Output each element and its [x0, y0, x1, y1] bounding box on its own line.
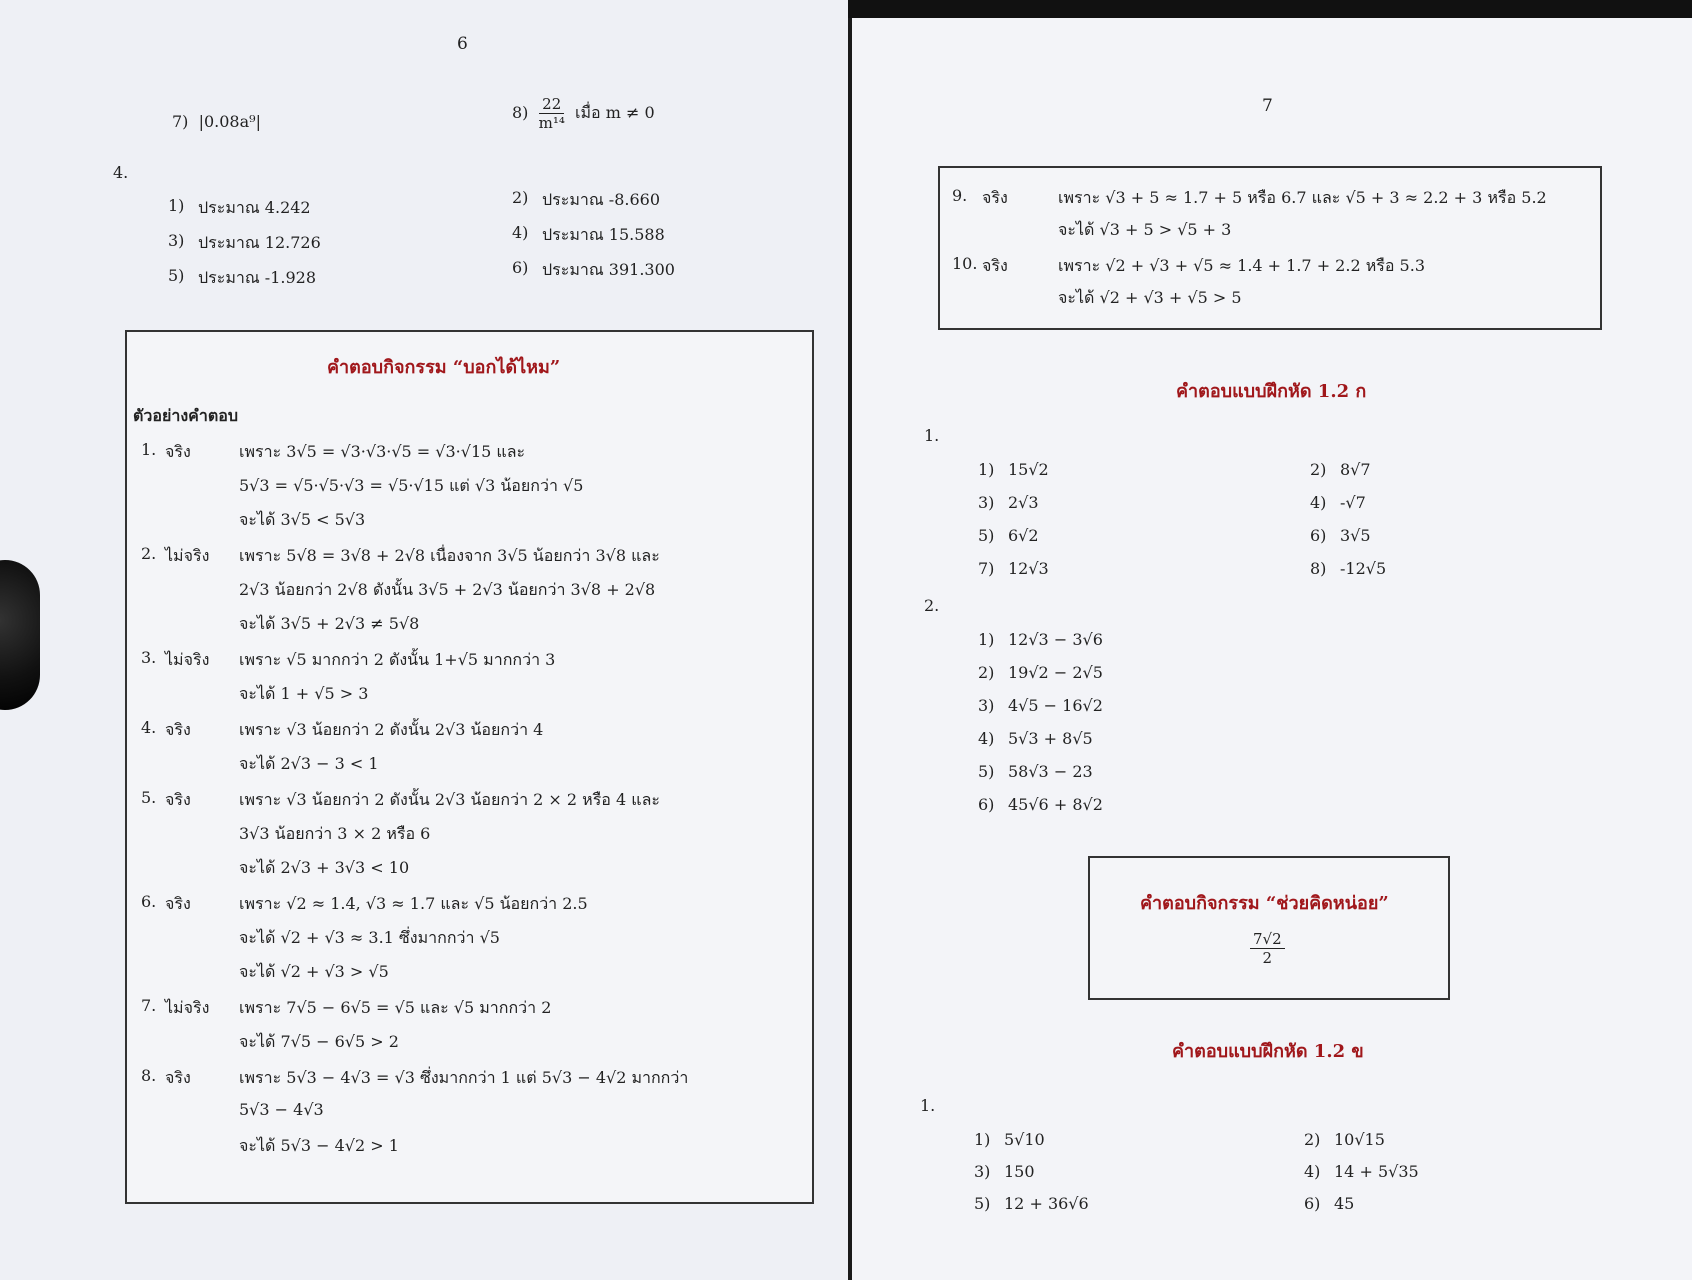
answer-line: 5√3 − 4√3 [239, 1100, 324, 1119]
list-item: 12√3 [1008, 559, 1049, 578]
list-item: 12√3 − 3√6 [1008, 630, 1103, 649]
answer-number: 7. [141, 996, 157, 1015]
item-label: 3) [978, 493, 995, 512]
list-item: ประมาณ 12.726 [198, 233, 321, 252]
answer-line: จะได้ √2 + √3 + √5 > 5 [1058, 288, 1242, 307]
list-item: 3√5 [1340, 526, 1371, 545]
activity-title: คำตอบกิจกรรม “บอกได้ไหม” [327, 357, 561, 378]
item-label: 4) [1304, 1162, 1321, 1181]
right-page [852, 18, 1692, 1280]
answer-number: 1. [141, 440, 157, 459]
list-item: ประมาณ -8.660 [542, 190, 661, 209]
answer-line: เพราะ √3 + 5 ≈ 1.7 + 5 หรือ 6.7 และ √5 + 3 ≈ 2.2 + 3 หรือ 5.2 [1058, 188, 1547, 207]
answer-verdict: จริง [982, 256, 1008, 275]
item-label: 2) [1304, 1130, 1321, 1149]
list-item: ประมาณ 4.242 [198, 198, 311, 217]
answer-verdict: จริง [982, 188, 1008, 207]
answer-verdict: จริง [165, 790, 191, 809]
item-label: 4) [978, 729, 995, 748]
answer-verdict: จริง [165, 1068, 191, 1087]
answer-line: จะได้ 2√3 − 3 < 1 [239, 754, 379, 773]
activity-box [125, 330, 814, 1204]
answer-line: 3√3 น้อยกว่า 3 × 2 หรือ 6 [239, 824, 431, 843]
answer-line: จะได้ √2 + √3 > √5 [239, 962, 389, 981]
answer-verdict: ไม่จริง [165, 650, 210, 669]
answer-number: 10. [952, 254, 978, 273]
answer-line: เพราะ 3√5 = √3·√3·√5 = √3·√15 และ [239, 442, 526, 461]
item-label: 2) [1310, 460, 1327, 479]
item-label: 2) [978, 663, 995, 682]
item-label: 5) [978, 526, 995, 545]
list-item: 8√7 [1340, 460, 1371, 479]
item-label: 4) [512, 223, 529, 242]
exercise-a-title: คำตอบแบบฝึกหัด 1.2 ก [1176, 381, 1367, 402]
list-item: 12 + 36√6 [1004, 1194, 1089, 1213]
item-label: 6) [1310, 526, 1327, 545]
list-item: 5√3 + 8√5 [1008, 729, 1093, 748]
list-item: ประมาณ 15.588 [542, 225, 665, 244]
list-item: ประมาณ -1.928 [198, 268, 317, 287]
answer-verdict: จริง [165, 720, 191, 739]
answer-line: จะได้ 2√3 + 3√3 < 10 [239, 858, 410, 877]
answer-line: จะได้ √2 + √3 ≈ 3.1 ซึ่งมากกว่า √5 [239, 928, 500, 947]
answer-line: 2√3 น้อยกว่า 2√8 ดังนั้น 3√5 + 2√3 น้อยกว่า 3√8 + 2√8 [239, 580, 656, 599]
list-item: 10√15 [1334, 1130, 1385, 1149]
list-item: 58√3 − 23 [1008, 762, 1093, 781]
answer-number: 5. [141, 788, 157, 807]
item-label: 3) [974, 1162, 991, 1181]
item-label: 6) [512, 258, 529, 277]
list-item: -√7 [1340, 493, 1366, 512]
item-label: 6) [1304, 1194, 1321, 1213]
answer-verdict: ไม่จริง [165, 998, 210, 1017]
answer-number: 9. [952, 186, 968, 205]
list-item: ประมาณ 391.300 [542, 260, 675, 279]
item-label: 5) [168, 266, 185, 285]
answer-line: จะได้ √3 + 5 > √5 + 3 [1058, 220, 1232, 239]
list-item: 15√2 [1008, 460, 1049, 479]
item-7: 7) |0.08a⁹| [172, 112, 261, 131]
answer-line: เพราะ 5√3 − 4√3 = √3 ซึ่งมากกว่า 1 แต่ 5√3 − 4√2 มากกว่า [239, 1068, 689, 1087]
answer-line: เพราะ √2 ≈ 1.4, √3 ≈ 1.7 และ √5 น้อยกว่า 2.5 [239, 894, 588, 913]
item-label: 1) [978, 630, 995, 649]
answer-line: จะได้ 3√5 + 2√3 ≠ 5√8 [239, 614, 420, 633]
list-item: 2√3 [1008, 493, 1039, 512]
activity2-title: คำตอบกิจกรรม “ช่วยคิดหน่อย” [1140, 893, 1389, 914]
answer-line: เพราะ √3 น้อยกว่า 2 ดังนั้น 2√3 น้อยกว่า 2 × 2 หรือ 4 และ [239, 790, 660, 809]
exercise-a-q2-label: 2. [924, 596, 940, 615]
page-number: 6 [457, 34, 468, 54]
list-item: 45 [1334, 1194, 1355, 1213]
item-label: 5) [974, 1194, 991, 1213]
answer-line: เพราะ √3 น้อยกว่า 2 ดังนั้น 2√3 น้อยกว่า 4 [239, 720, 544, 739]
item-label: 1) [974, 1130, 991, 1149]
answer-line: จะได้ 3√5 < 5√3 [239, 510, 366, 529]
binding-clip [0, 560, 40, 710]
item-label: 2) [512, 188, 529, 207]
activity2-box [1088, 856, 1450, 1000]
answer-number: 4. [141, 718, 157, 737]
answer-line: เพราะ √5 มากกว่า 2 ดังนั้น 1+√5 มากกว่า 3 [239, 650, 556, 669]
answer-number: 8. [141, 1066, 157, 1085]
item-label: 4) [1310, 493, 1327, 512]
fraction: $\frac{22}{\text{m¹⁴}}$ [538, 95, 565, 132]
answer-verdict: ไม่จริง [165, 546, 210, 565]
answer-line: เพราะ √2 + √3 + √5 ≈ 1.4 + 1.7 + 2.2 หรือ 5.3 [1058, 256, 1425, 275]
answer-verdict: จริง [165, 442, 191, 461]
list-item: 19√2 − 2√5 [1008, 663, 1103, 682]
item-8: 8) $\frac{22}{\text{m¹⁴}}$ เมื่อ m ≠ 0 [512, 95, 655, 132]
scanner-edge [848, 0, 1692, 18]
activity2-answer: $\frac{7√2}{2}$ [1250, 930, 1285, 967]
item-label: 1) [978, 460, 995, 479]
list-item: 4√5 − 16√2 [1008, 696, 1103, 715]
list-item: 6√2 [1008, 526, 1039, 545]
list-item: -12√5 [1340, 559, 1387, 578]
answer-line: จะได้ 7√5 − 6√5 > 2 [239, 1032, 399, 1051]
answer-line: เพราะ 7√5 − 6√5 = √5 และ √5 มากกว่า 2 [239, 998, 552, 1017]
exercise-b-q1-label: 1. [920, 1096, 936, 1115]
item-label: 3) [168, 231, 185, 250]
list-item: 5√10 [1004, 1130, 1045, 1149]
answer-line: 5√3 = √5·√5·√3 = √5·√15 แต่ √3 น้อยกว่า √5 [239, 476, 584, 495]
example-heading: ตัวอย่างคำตอบ [133, 406, 238, 425]
answer-line: เพราะ 5√8 = 3√8 + 2√8 เนื่องจาก 3√5 น้อยกว่า 3√8 และ [239, 546, 660, 565]
answer-number: 3. [141, 648, 157, 667]
item-label: 6) [978, 795, 995, 814]
answer-line: จะได้ 5√3 − 4√2 > 1 [239, 1136, 399, 1155]
answer-number: 6. [141, 892, 157, 911]
list-item: 150 [1004, 1162, 1035, 1181]
exercise-b-title: คำตอบแบบฝึกหัด 1.2 ข [1172, 1041, 1364, 1062]
item-label: 1) [168, 196, 185, 215]
item-label: 7) [978, 559, 995, 578]
list-item: 14 + 5√35 [1334, 1162, 1419, 1181]
item-label: 8) [1310, 559, 1327, 578]
answers-box [938, 166, 1602, 330]
answer-number: 2. [141, 544, 157, 563]
answer-verdict: จริง [165, 894, 191, 913]
item-label: 3) [978, 696, 995, 715]
list-item: 45√6 + 8√2 [1008, 795, 1103, 814]
question-4-label: 4. [113, 163, 129, 182]
exercise-a-q1-label: 1. [924, 426, 940, 445]
answer-line: จะได้ 1 + √5 > 3 [239, 684, 369, 703]
page-number: 7 [1262, 96, 1273, 116]
item-label: 5) [978, 762, 995, 781]
